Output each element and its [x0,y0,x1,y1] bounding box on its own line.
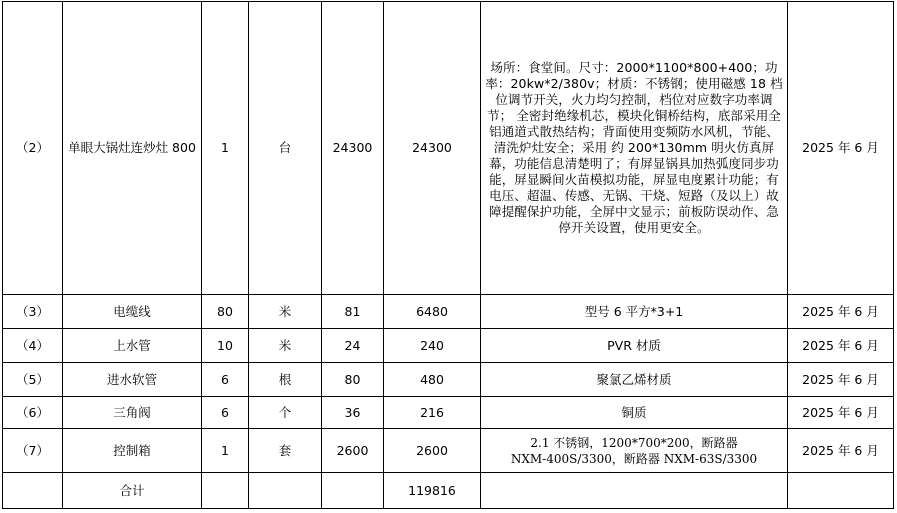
item-unit: 个 [249,397,322,429]
empty-cell [3,473,63,509]
table-row [3,295,894,329]
table-row [3,363,894,397]
table-row [3,2,894,295]
item-total: 24300 [384,2,481,295]
item-total: 216 [384,397,481,429]
item-spec: 型号 6 平方*3+1 [481,295,788,329]
item-qty: 10 [202,329,249,363]
item-qty: 1 [202,2,249,295]
empty-cell [322,473,384,509]
item-qty: 80 [202,295,249,329]
item-qty: 1 [202,429,249,473]
item-name: 控制箱 [63,429,202,473]
summary-total: 119816 [384,473,481,509]
row-index: （6） [3,397,63,429]
summary-row [3,473,894,509]
spec-line: 2.1 不锈钢，1200*700*200，断路器 [530,435,738,450]
item-date: 2025 年 6 月 [788,295,894,329]
item-price: 24300 [322,2,384,295]
item-name: 单眼大锅灶连炒灶 800 [63,2,202,295]
item-price: 81 [322,295,384,329]
row-index: （4） [3,329,63,363]
equipment-table [2,1,894,509]
row-index: （3） [3,295,63,329]
empty-cell [481,473,788,509]
item-unit: 米 [249,295,322,329]
item-price: 2600 [322,429,384,473]
item-date: 2025 年 6 月 [788,429,894,473]
item-name: 上水管 [63,329,202,363]
row-index: （2） [3,2,63,295]
empty-cell [202,473,249,509]
item-date: 2025 年 6 月 [788,363,894,397]
item-spec: 聚氯乙烯材质 [481,363,788,397]
item-price: 80 [322,363,384,397]
empty-cell [249,473,322,509]
item-total: 480 [384,363,481,397]
item-unit: 根 [249,363,322,397]
item-spec: 场所：食堂间。尺寸：2000*1100*800+400；功率：20kw*2/380v；材质：不锈钢；使用磁感 18 档位调节开关，火力均匀控制，档位对应数字功率调节； 全密封绝缘机芯，模块化铜桥结构，底部采用全铝通道式散热结构；背面使用变频防水风机，节能、清洗炉灶安全；采用 约 200*130mm 明火仿真屏幕，功能信息清楚明了；有屏显锅具加热弧度同步功能，屏显瞬间火苗模拟功能，屏显电度累计功能；有电压、超温、传感、无锅、干烧、短路（及以上）故障提醒保护功能，全屏中文显示；前板防误动作、急停开关设置，使用更安全。 [481,2,788,295]
table-row [3,397,894,429]
item-spec [481,429,788,473]
item-unit: 套 [249,429,322,473]
summary-label: 合计 [63,473,202,509]
item-date: 2025 年 6 月 [788,329,894,363]
item-unit: 台 [249,2,322,295]
spec-line: NXM-400S/3300，断路器 NXM-63S/3300 [510,451,758,466]
item-name: 进水软管 [63,363,202,397]
item-price: 24 [322,329,384,363]
row-index: （5） [3,363,63,397]
item-date: 2025 年 6 月 [788,2,894,295]
row-index: （7） [3,429,63,473]
item-qty: 6 [202,363,249,397]
item-total: 6480 [384,295,481,329]
item-date: 2025 年 6 月 [788,397,894,429]
item-spec: 铜质 [481,397,788,429]
item-price: 36 [322,397,384,429]
item-spec: PVR 材质 [481,329,788,363]
item-qty: 6 [202,397,249,429]
table-row [3,429,894,473]
item-name: 三角阀 [63,397,202,429]
table-row [3,329,894,363]
empty-cell [788,473,894,509]
item-unit: 米 [249,329,322,363]
item-name: 电缆线 [63,295,202,329]
item-total: 240 [384,329,481,363]
item-total: 2600 [384,429,481,473]
